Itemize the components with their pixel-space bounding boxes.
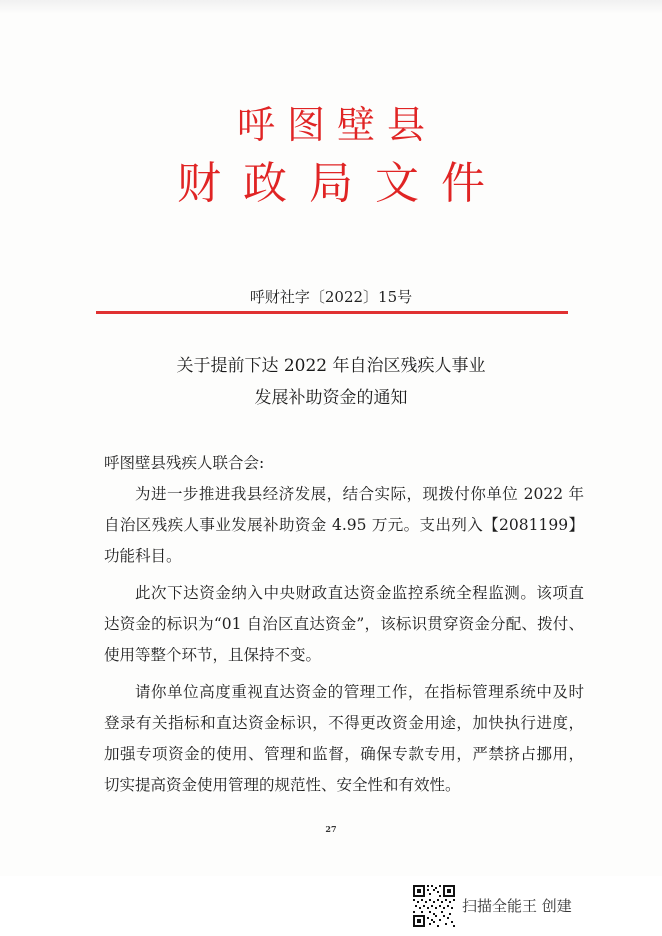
- notice-title-line-2: 发展补助资金的通知: [254, 388, 408, 408]
- scanner-watermark: 扫描全能王 创建: [462, 897, 572, 915]
- issuer-name: 呼图壁县: [236, 103, 437, 147]
- paragraph-monitoring: 此次下达资金纳入中央财政直达资金监控系统全程监测。该项直达资金的标识为“01 自治区直达资金”，该标识贯穿资金分配、拨付、使用等整个环节，且保持不变。: [104, 584, 584, 664]
- document-number: 呼财社字〔2022〕15号: [249, 288, 413, 306]
- salutation: 呼图壁县残疾人联合会:: [104, 454, 265, 472]
- document-type-heading: 财政局文件: [177, 158, 507, 209]
- scan-edge: [0, 0, 662, 14]
- qr-code-icon: [412, 884, 456, 928]
- notice-title: [0, 350, 662, 414]
- paragraph-requirements: 请你单位高度重视直达资金的管理工作，在指标管理系统中及时登录有关指标和直达资金标识，不得更改资金用途，加快执行进度，加强专项资金的使用、管理和监督，确保专款专用，严禁挤占挪用，切实提高资金使用管理的规范性、安全性和有效性。: [104, 683, 584, 794]
- paragraph-allocation: 为进一步推进我县经济发展，结合实际，现拨付你单位 2022 年自治区残疾人事业发展补助资金 4.95 万元。支出列入【2081199】功能科目。: [104, 485, 584, 565]
- red-divider-rule: [96, 311, 568, 314]
- page-number: 27: [325, 824, 337, 834]
- notice-body: [104, 448, 584, 801]
- notice-title-line-1: 关于提前下达 2022 年自治区残疾人事业: [176, 356, 486, 376]
